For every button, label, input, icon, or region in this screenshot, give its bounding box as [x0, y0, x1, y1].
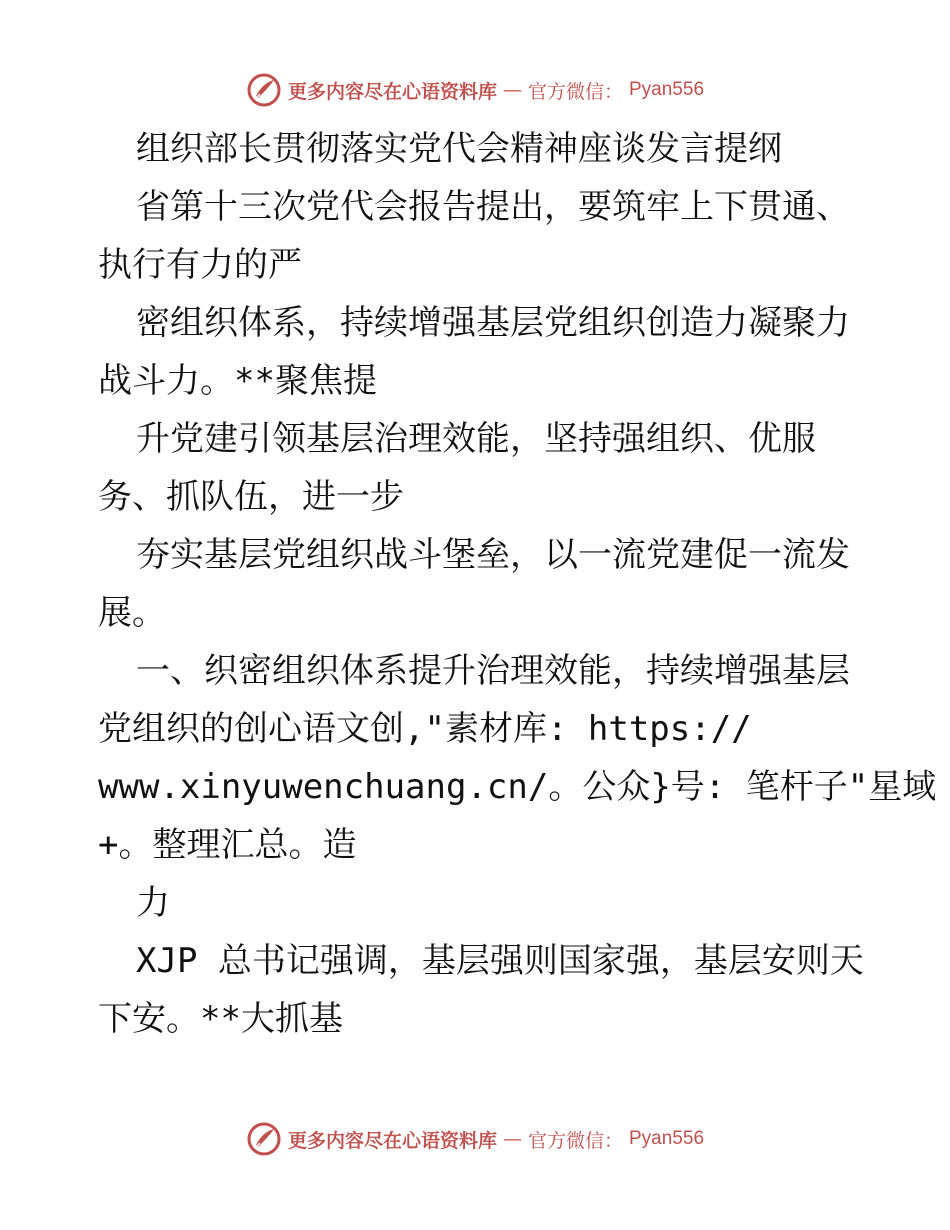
document-body — [98, 120, 937, 1048]
watermark-dash: — — [502, 1128, 522, 1150]
paragraph-line: 党组织的创心语文创,"素材库: https:// — [98, 709, 752, 749]
watermark-group — [246, 72, 704, 108]
watermark-dash: — — [502, 79, 522, 101]
paragraph-line: 下安。**大抓基 — [98, 999, 343, 1039]
paragraph-line: 战斗力。**聚焦提 — [98, 361, 377, 401]
quill-pen-logo-icon — [246, 1121, 282, 1157]
watermark-wechat-id: Pyan556 — [629, 1128, 705, 1149]
document-title: 组织部长贯彻落实党代会精神座谈发言提纲 — [136, 129, 782, 169]
watermark-site-text: 更多内容尽在心语资料库 — [287, 1129, 497, 1152]
paragraph-line: 夯实基层党组织战斗堡垒，以一流党建促一流发 — [136, 535, 850, 575]
section-heading: 一、织密组织体系提升治理效能，持续增强基层 — [136, 651, 850, 691]
paragraph-line: 执行有力的严 — [98, 245, 302, 285]
quill-pen-logo-icon — [246, 72, 282, 108]
paragraph-line: 升党建引领基层治理效能，坚持强组织、优服 — [136, 419, 816, 459]
paragraph-line: 省第十三次党代会报告提出，要筑牢上下贯通、 — [136, 187, 850, 227]
watermark-site-text: 更多内容尽在心语资料库 — [287, 80, 497, 103]
paragraph-line: 力 — [136, 883, 170, 923]
paragraph-line: 展。 — [98, 593, 166, 633]
header-watermark — [0, 68, 950, 112]
paragraph-line: 务、抓队伍，进一步 — [98, 477, 404, 517]
paragraph-line: XJP 总书记强调，基层强则国家强，基层安则天 — [136, 941, 864, 981]
watermark-group — [246, 1121, 704, 1157]
watermark-wechat-label: 官方微信： — [527, 1129, 623, 1152]
watermark-wechat-id: Pyan556 — [629, 79, 705, 100]
paragraph-line: 密组织体系，持续增强基层党组织创造力凝聚力 — [136, 303, 850, 343]
watermark-wechat-label: 官方微信： — [527, 80, 623, 103]
paragraph-line: www.xinyuwenchuang.cn/。公众}号: 笔杆子"星域 — [98, 767, 937, 807]
footer-watermark — [0, 1117, 950, 1161]
paragraph-line: +。整理汇总。造 — [98, 825, 357, 865]
